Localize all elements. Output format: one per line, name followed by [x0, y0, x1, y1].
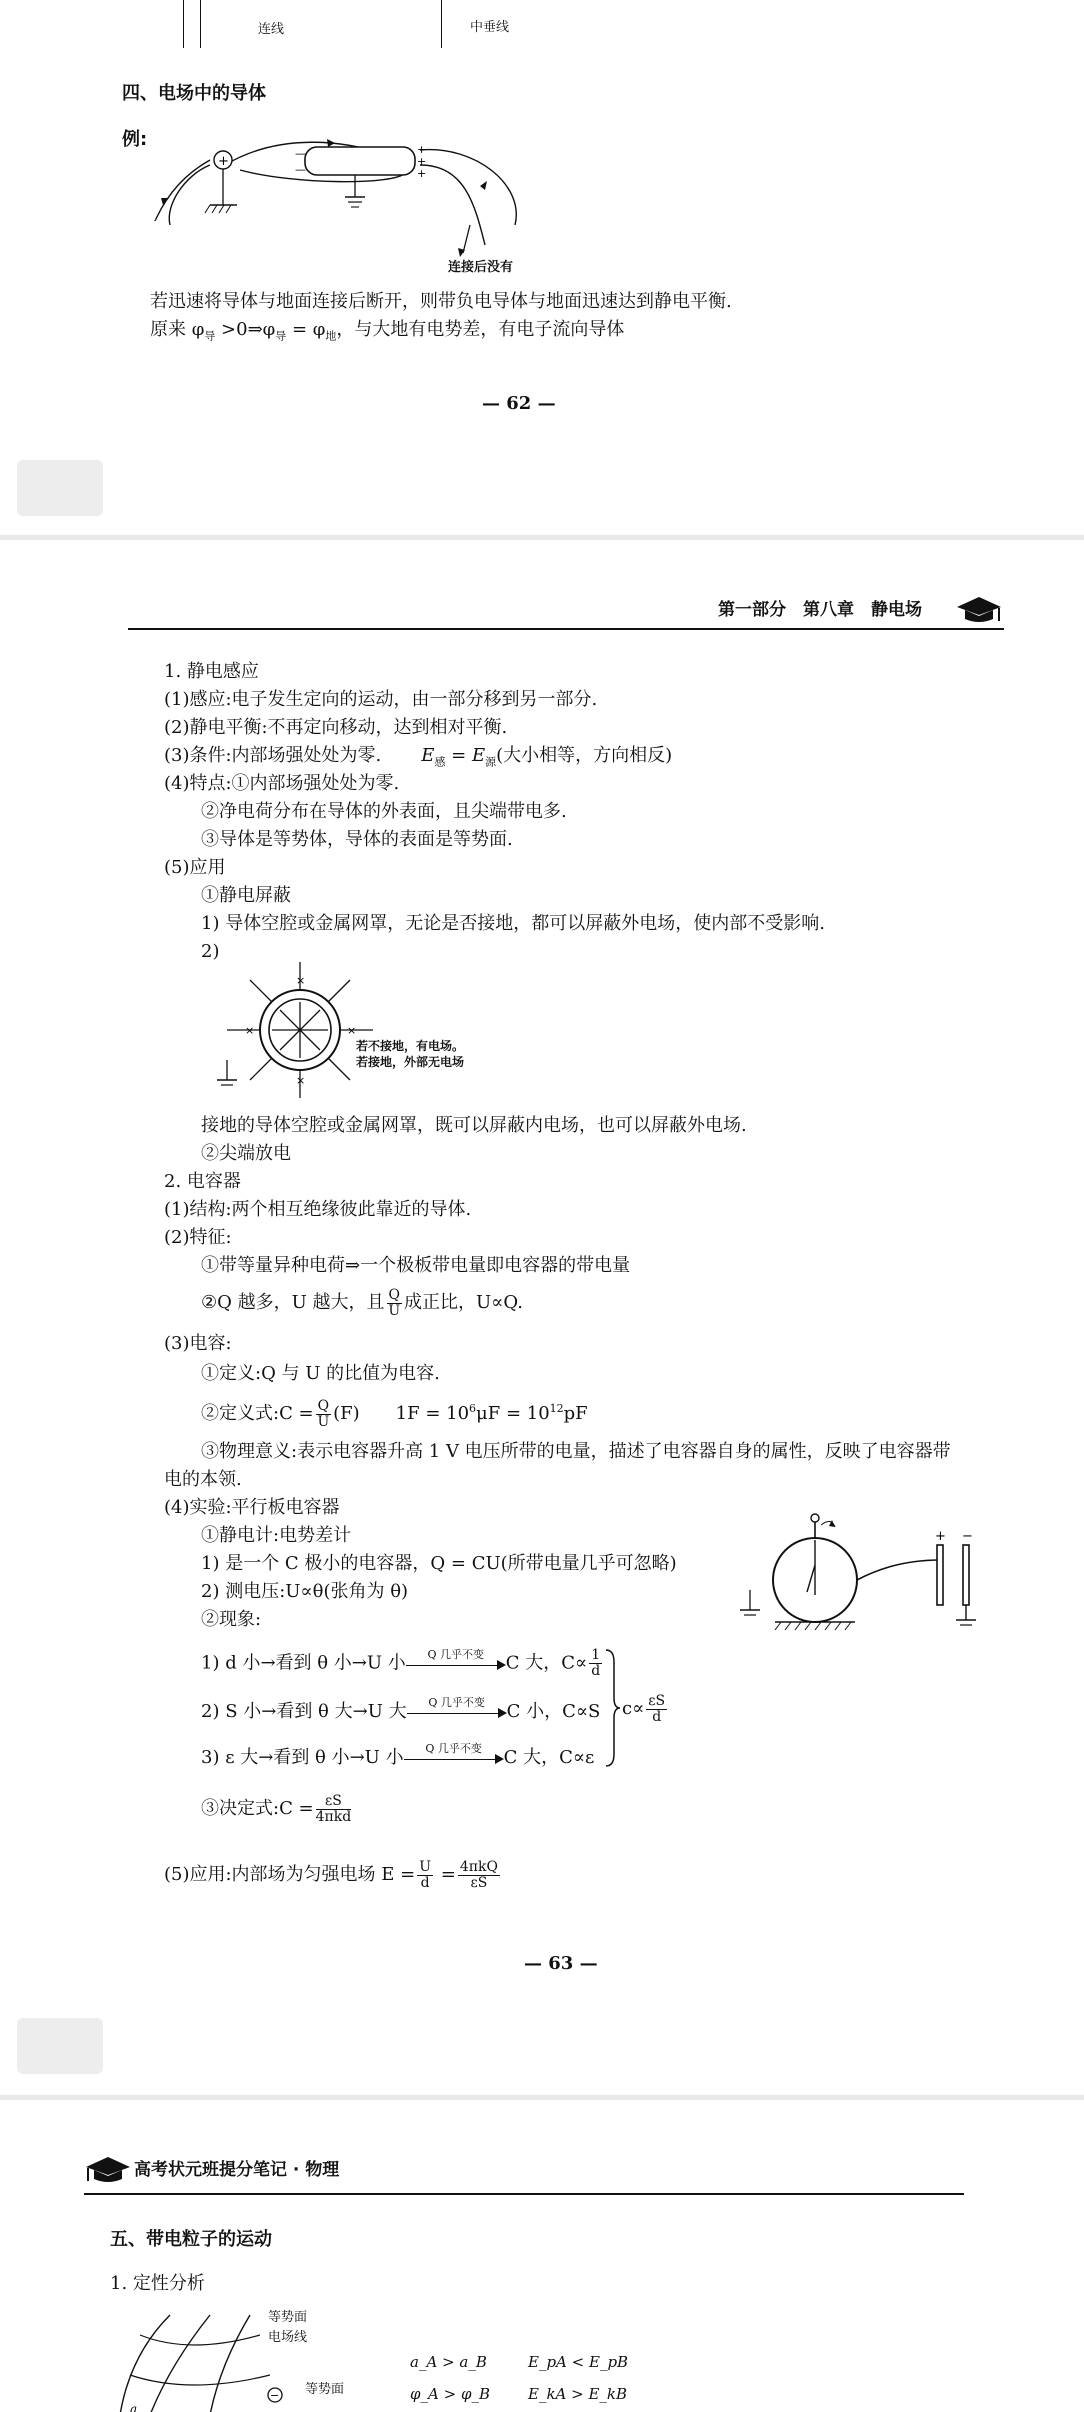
book-header: 高考状元班提分笔记 · 物理 — [134, 2160, 340, 2180]
text-line: ②定义式:C = $\frac{Q}{U}$ (F) $1F = 10^6\mu F = 10^{12}pF$ — [201, 1397, 588, 1430]
svg-text:+: + — [218, 154, 229, 169]
text-line: (3)电容: — [164, 1333, 232, 1354]
page-number: — 62 — — [482, 393, 556, 414]
text-line: 电的本领. — [164, 1469, 242, 1490]
relation: φ_A > φ_B — [410, 2385, 490, 2403]
svg-text:×: × — [296, 1074, 306, 1087]
relation: E_kA > E_kB — [528, 2385, 628, 2403]
text-line: (1)感应:电子发生定向的运动，由一部分移到另一部分. — [164, 689, 598, 710]
heading: 1. 定性分析 — [110, 2273, 205, 2294]
text-line: 若迅速将导体与地面连接后断开，则带负电导体与地面迅速达到静电平衡. — [150, 291, 732, 312]
text-line: ③物理意义:表示电容器升高 1 V 电压所带的电量，描述了电容器自身的属性，反映了电容器带 — [201, 1441, 951, 1462]
svg-text:—: — — [295, 147, 306, 160]
phenomenon-row: 2) S 小→看到 θ 大→U 大 Q 几乎不变 C 小，C∝S — [201, 1696, 601, 1722]
text-line: 1) 导体空腔或金属网罩，无论是否接地，都可以屏蔽外电场，使内部不受影响. — [201, 913, 825, 934]
svg-text:a: a — [130, 2402, 138, 2412]
page-62 — [0, 0, 1084, 535]
text-line: (1)结构:两个相互绝缘彼此靠近的导体. — [164, 1199, 472, 1220]
table-border — [183, 0, 184, 48]
table-border — [200, 0, 201, 48]
conductor-figure — [145, 125, 545, 275]
figure-note: 若接地，外部无电场 — [356, 1055, 465, 1069]
svg-text:×: × — [245, 1024, 255, 1037]
figure-label: 等势面 — [268, 2310, 308, 2325]
svg-text:+: + — [417, 155, 427, 168]
text-line: (4)实验:平行板电容器 — [164, 1497, 340, 1518]
electrometer-figure — [745, 1510, 975, 1640]
text-line: (5)应用 — [164, 857, 226, 878]
text-line: ①静电计:电势差计 — [201, 1525, 352, 1546]
graduation-cap-icon — [955, 595, 1003, 625]
text-line: ①静电屏蔽 — [201, 885, 291, 906]
text-line: ②净电荷分布在导体的外表面，且尖端带电多. — [201, 801, 567, 822]
text-line: ③导体是等势体，导体的表面是等势面. — [201, 829, 513, 850]
relation: a_A > a_B — [410, 2353, 487, 2371]
figure-label: 电场线 — [268, 2330, 308, 2345]
section-title: 四、电场中的导体 — [122, 83, 266, 104]
graduation-cap-icon — [84, 2155, 132, 2185]
svg-text:×: × — [296, 974, 306, 987]
page-63 — [0, 540, 1084, 2095]
svg-text:+: + — [935, 1529, 946, 1544]
svg-text:+: + — [417, 167, 427, 180]
table-cell-perpendicular: 中垂线 — [470, 20, 510, 35]
svg-text:−: − — [962, 1529, 973, 1544]
figure-label: 等势面 — [305, 2382, 345, 2397]
text-line: ①带等量异种电荷⇒一个极板带电量即电容器的带电量 — [201, 1255, 631, 1276]
text-line: 2) — [201, 941, 220, 962]
page-nav-button[interactable] — [17, 460, 103, 516]
text-line: 接地的导体空腔或金属网罩，既可以屏蔽内电场，也可以屏蔽外电场. — [201, 1115, 747, 1136]
figure-note: 若不接地，有电场。 — [356, 1039, 465, 1053]
text-line: (2)特征: — [164, 1227, 232, 1248]
page-nav-button[interactable] — [17, 2018, 103, 2074]
heading: 1. 静电感应 — [164, 661, 259, 682]
arrow: Q 几乎不变 — [407, 1701, 507, 1723]
page-64 — [0, 2100, 1084, 2412]
heading: 2. 电容器 — [164, 1171, 241, 1192]
header-rule — [84, 2193, 964, 2195]
svg-text:+: + — [417, 143, 427, 156]
header-rule — [128, 628, 1004, 630]
phenomenon-row: 3) ε 大→看到 θ 小→U 小 Q 几乎不变 C 大，C∝ε — [201, 1742, 595, 1768]
text-line: (4)特点:①内部场强处处为零. — [164, 773, 400, 794]
figure-caption: 连接后没有 — [448, 260, 514, 275]
text-line: (2)静电平衡:不再定向移动，达到相对平衡. — [164, 717, 508, 738]
chapter-header: 第一部分 第八章 静电场 — [718, 600, 922, 620]
svg-text:−: − — [270, 2389, 280, 2402]
text-line: 原来 $\varphi_导$ $>0\Rightarrow\varphi_导 = \varphi_地$，与大地有电势差，有电子流向导体 — [150, 319, 625, 343]
arrow: Q 几乎不变 — [404, 1747, 504, 1769]
svg-text:—: — — [295, 163, 306, 176]
section-title: 五、带电粒子的运动 — [110, 2229, 272, 2250]
text-line: ②尖端放电 — [201, 1143, 291, 1164]
text-line: (5)应用:内部场为匀强电场 E = $\frac{U}{d}$ = $\frac{\text{4πkQ}}{\varepsilon S}$ — [164, 1858, 498, 1891]
text-line: ③决定式:C = $\frac{\varepsilon S}{\text{4πkd}}$ — [201, 1792, 352, 1825]
right-brace — [604, 1648, 620, 1768]
arrow: Q 几乎不变 — [406, 1653, 506, 1675]
relation: E_pA < E_pB — [528, 2353, 629, 2371]
phenomenon-row: 1) d 小→看到 θ 小→U 小 Q 几乎不变 C 大，C∝ $\frac{1}{d}$ — [201, 1647, 601, 1679]
example-label: 例: — [122, 129, 148, 150]
text-line: ②Q 越多，U 越大，且 $\frac{Q}{U}$ 成正比，U∝Q. — [201, 1286, 523, 1319]
table-border — [441, 0, 442, 48]
page-number: — 63 — — [524, 1953, 598, 1974]
table-cell-connect: 连线 — [258, 22, 285, 37]
text-line: ①定义:Q 与 U 的比值为电容. — [201, 1363, 440, 1384]
svg-text:×: × — [347, 1024, 357, 1037]
text-line: 2) 测电压:U∝θ(张角为 θ) — [201, 1581, 409, 1602]
text-line: ②现象: — [201, 1609, 262, 1630]
brace-result: c∝ $\frac{\varepsilon S}{d}$ — [622, 1692, 666, 1725]
shield-cage-figure — [225, 960, 395, 1110]
text-line: (3)条件:内部场强处处为零. $E_感 = E_源$(大小相等，方向相反) — [164, 745, 673, 769]
text-line: 1) 是一个 C 极小的电容器，Q = CU(所带电量几乎可忽略) — [201, 1553, 677, 1574]
